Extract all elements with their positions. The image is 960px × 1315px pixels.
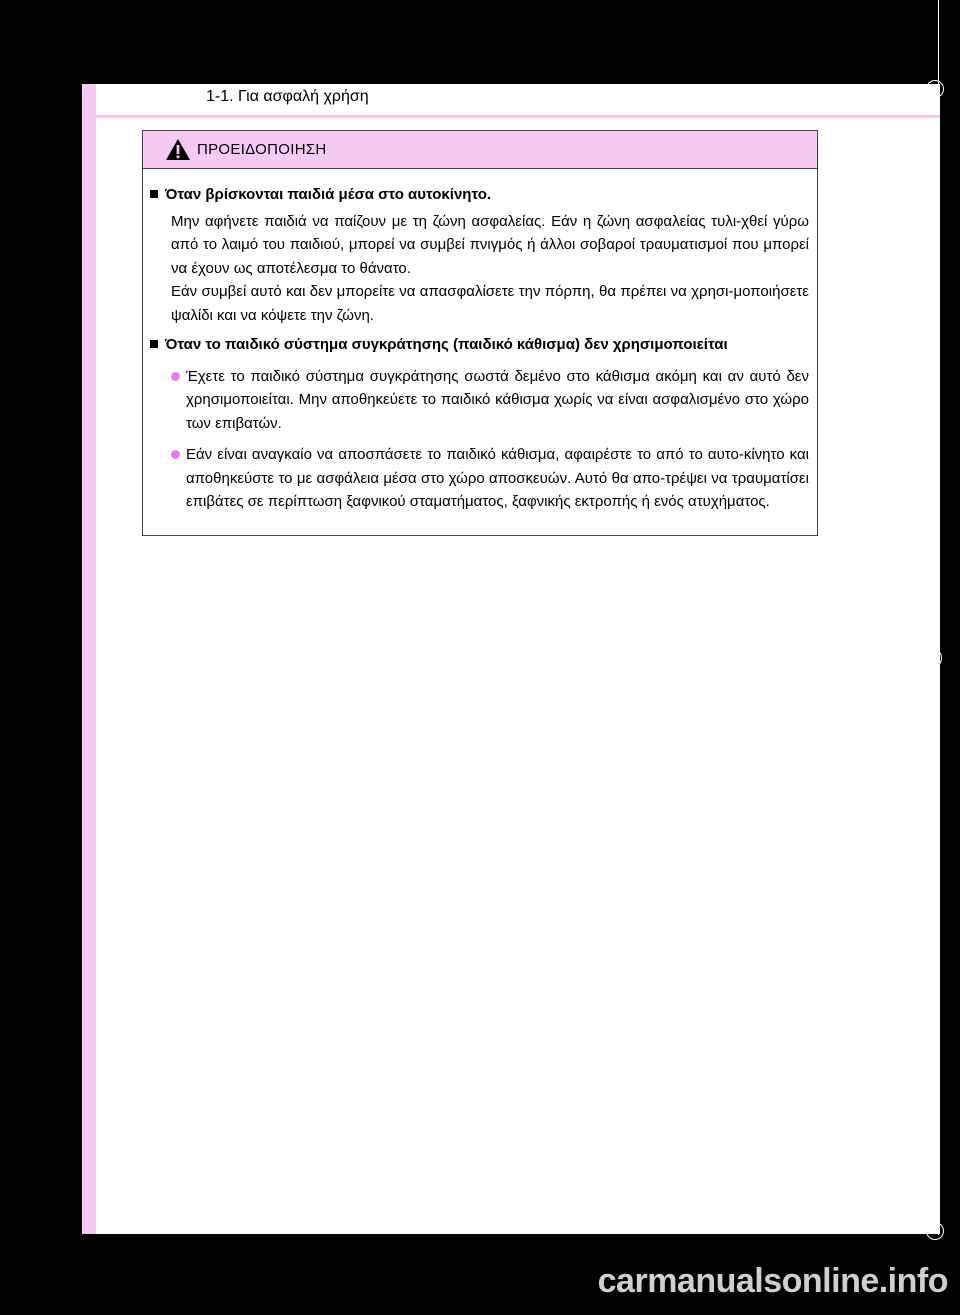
registration-mark-icon (926, 1222, 944, 1240)
crop-mark (922, 657, 940, 658)
heading-text: Όταν το παιδικό σύστημα συγκράτησης (παιδικό κάθισμα) δεν χρησιμοποιείται (165, 336, 728, 353)
circle-bullet-icon (171, 372, 180, 381)
warning-triangle-icon (165, 138, 191, 161)
list-item (171, 365, 809, 436)
header-rule (82, 115, 940, 118)
manual-page (82, 84, 940, 1234)
warning-heading (149, 333, 809, 357)
watermark: carmanualsonline.info (597, 1262, 948, 1300)
square-bullet-icon (150, 190, 158, 198)
heading-text: Όταν βρίσκονται παιδιά μέσα στο αυτοκίνητο. (165, 186, 492, 203)
warning-title: ΠΡΟΕΙΔΟΠΟΙΗΣΗ (197, 141, 327, 158)
page-margin-bar (82, 84, 96, 1234)
circle-bullet-icon (171, 450, 180, 459)
crop-mark (938, 0, 939, 84)
warning-box (142, 130, 818, 536)
warning-paragraph: Εάν συμβεί αυτό και δεν μπορείτε να απασφαλίσετε την πόρπη, θα πρέπει να χρησι-μοποιήσετε ψαλίδι και να κόψετε την ζώνη. (171, 283, 809, 324)
list-item-text: Έχετε το παιδικό σύστημα συγκράτησης σωστά δεμένο στο κάθισμα ακόμη και αν αυτό δεν χρησιμοποιείται. Μην αποθηκεύετε το παιδικό κάθισμα χωρίς να είναι ασφαλισμένο στο χώρο των επιβατών. (186, 367, 809, 432)
warning-paragraph: Μην αφήνετε παιδιά να παίζουν με τη ζώνη ασφαλείας. Εάν η ζώνη ασφαλείας τυλι-χθεί γύρω από το λαιμό του παιδιού, μπορεί να συμβεί πνιγμός ή άλλοι σοβαροί τραυματισμοί που μπορεί να έχουν ως αποτέλεσμα το θάνατο. (171, 212, 809, 277)
warning-header (143, 131, 817, 169)
registration-mark-icon (922, 648, 942, 668)
section-header: 1-1. Για ασφαλή χρήση (206, 88, 369, 105)
warning-heading (149, 183, 809, 207)
registration-mark-icon (926, 80, 944, 98)
warning-body (143, 169, 817, 514)
list-item-text: Εάν είναι αναγκαίο να αποσπάσετε το παιδικό κάθισμα, αφαιρέστε το από το αυτο-κίνητο και αποθηκεύστε το με ασφάλεια μέσα στο χώρο αποσκευών. Αυτό θα απο-τρέψει να τραυματίσει επιβάτες σε περίπτωση ξαφνικού σταματήματος, ξαφνικής εκτροπής ή ενός ατυχήματος. (186, 446, 809, 510)
square-bullet-icon (150, 340, 158, 348)
list-item (171, 443, 809, 514)
